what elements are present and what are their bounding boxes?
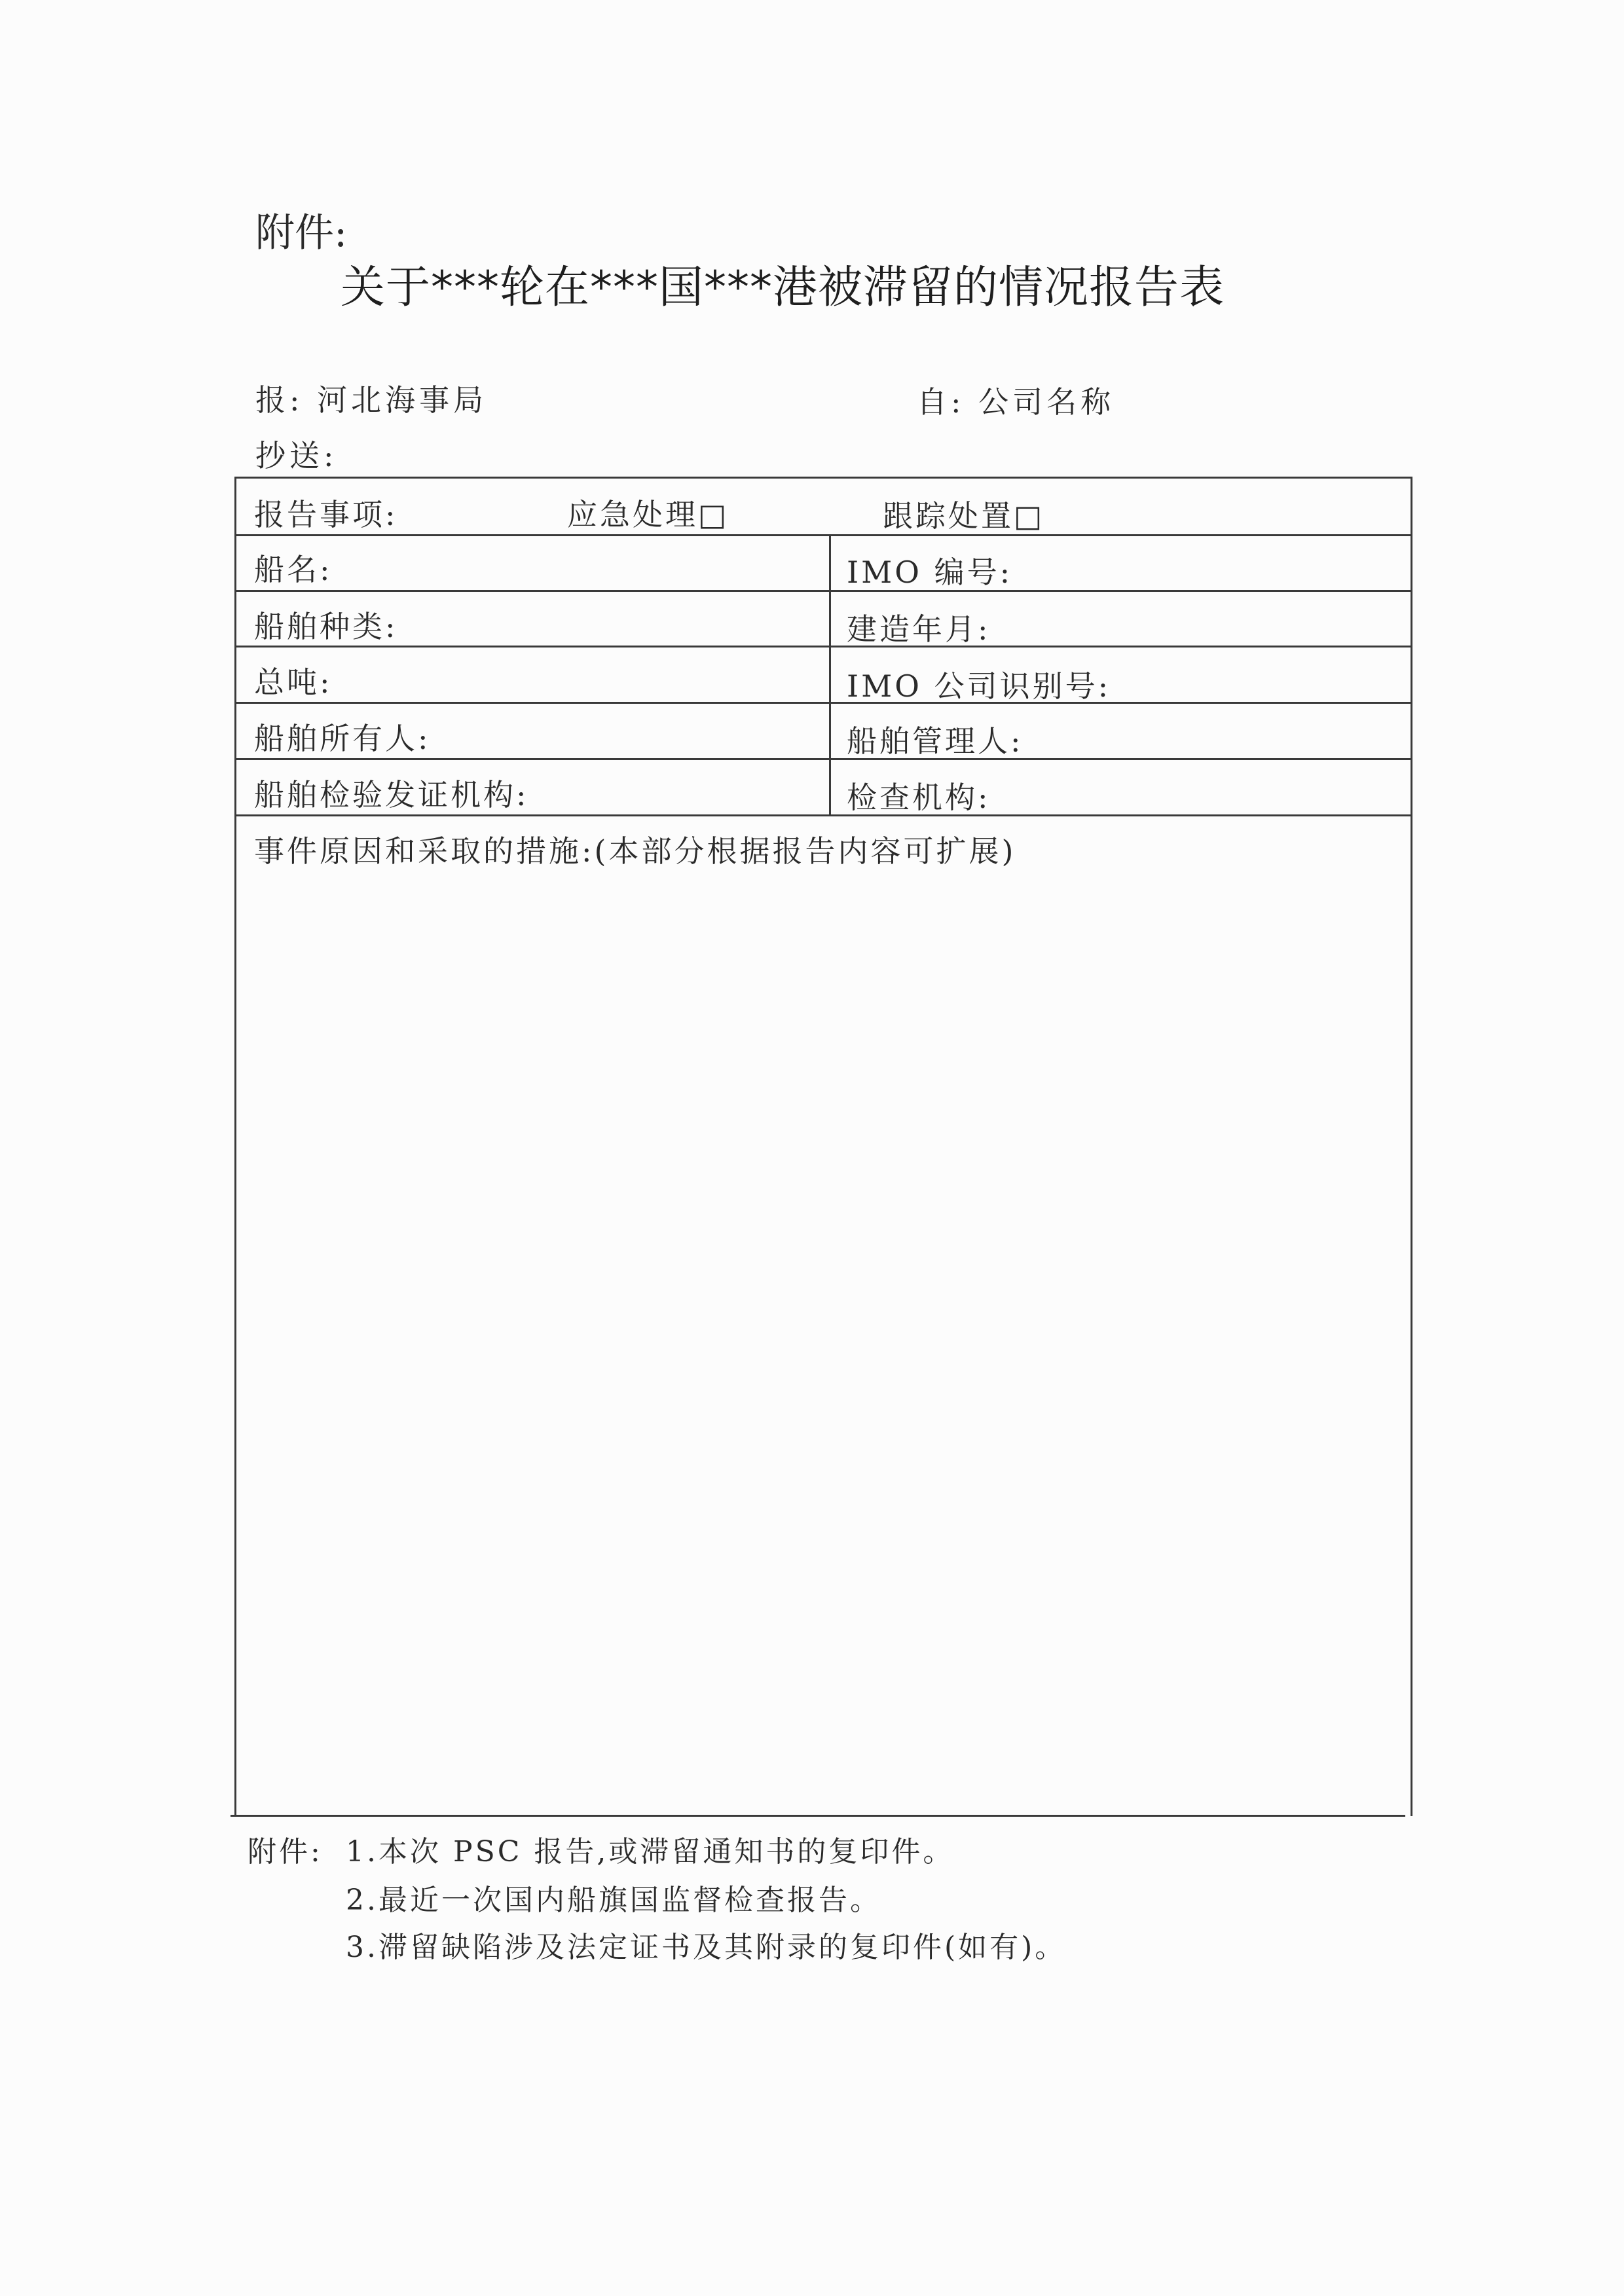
annex-heading: 附件: xyxy=(255,210,348,256)
gross-tonnage-field[interactable]: 总吨: xyxy=(254,665,333,700)
imo-number-field[interactable]: IMO 编号: xyxy=(847,555,1013,590)
form-rule xyxy=(234,534,1412,536)
classification-society-field[interactable]: 船舶检验发证机构: xyxy=(254,777,529,812)
cause-and-measures-label: 事件原因和采取的措施:(本部分根据报告内容可扩展) xyxy=(254,833,1016,869)
form-rule xyxy=(234,646,1412,647)
ship-name-field[interactable]: 船名: xyxy=(254,552,333,587)
report-item-label: 报告事项: xyxy=(254,497,398,532)
form-border-top xyxy=(234,477,1412,479)
attachment-item: 3.滞留缺陷涉及法定证书及其附录的复印件(如有)。 xyxy=(346,1931,1067,1964)
form-rule xyxy=(234,758,1412,760)
imo-company-id-field[interactable]: IMO 公司识别号: xyxy=(847,668,1111,704)
followup-handling-checkbox[interactable]: 跟踪处置□ xyxy=(883,498,1045,534)
recipient-line: 报: 河北海事局 xyxy=(255,382,488,418)
build-date-field[interactable]: 建造年月: xyxy=(847,611,991,647)
attachments-label: 附件: xyxy=(248,1835,323,1868)
cc-line: 抄送: xyxy=(255,438,338,473)
inspection-authority-field[interactable]: 检查机构: xyxy=(847,780,991,815)
sender-line: 自: 公司名称 xyxy=(917,384,1115,420)
form-rule xyxy=(234,814,1412,816)
attachment-item: 1.本次 PSC 报告,或滞留通知书的复印件。 xyxy=(346,1835,955,1868)
cause-and-measures-area[interactable] xyxy=(236,869,1410,1812)
form-border-bottom xyxy=(231,1815,1405,1817)
ship-manager-field[interactable]: 船舶管理人: xyxy=(847,723,1024,759)
attachment-item: 2.最近一次国内船旗国监督检查报告。 xyxy=(346,1884,881,1917)
form-column-divider xyxy=(829,534,831,816)
emergency-handling-checkbox[interactable]: 应急处理□ xyxy=(567,497,729,532)
ship-owner-field[interactable]: 船舶所有人: xyxy=(254,721,431,756)
form-border-right xyxy=(1411,477,1412,1816)
form-rule xyxy=(234,702,1412,704)
ship-type-field[interactable]: 船舶种类: xyxy=(254,609,398,644)
form-rule xyxy=(234,590,1412,592)
page-title: 关于***轮在***国***港被滞留的情况报告表 xyxy=(341,262,1225,314)
